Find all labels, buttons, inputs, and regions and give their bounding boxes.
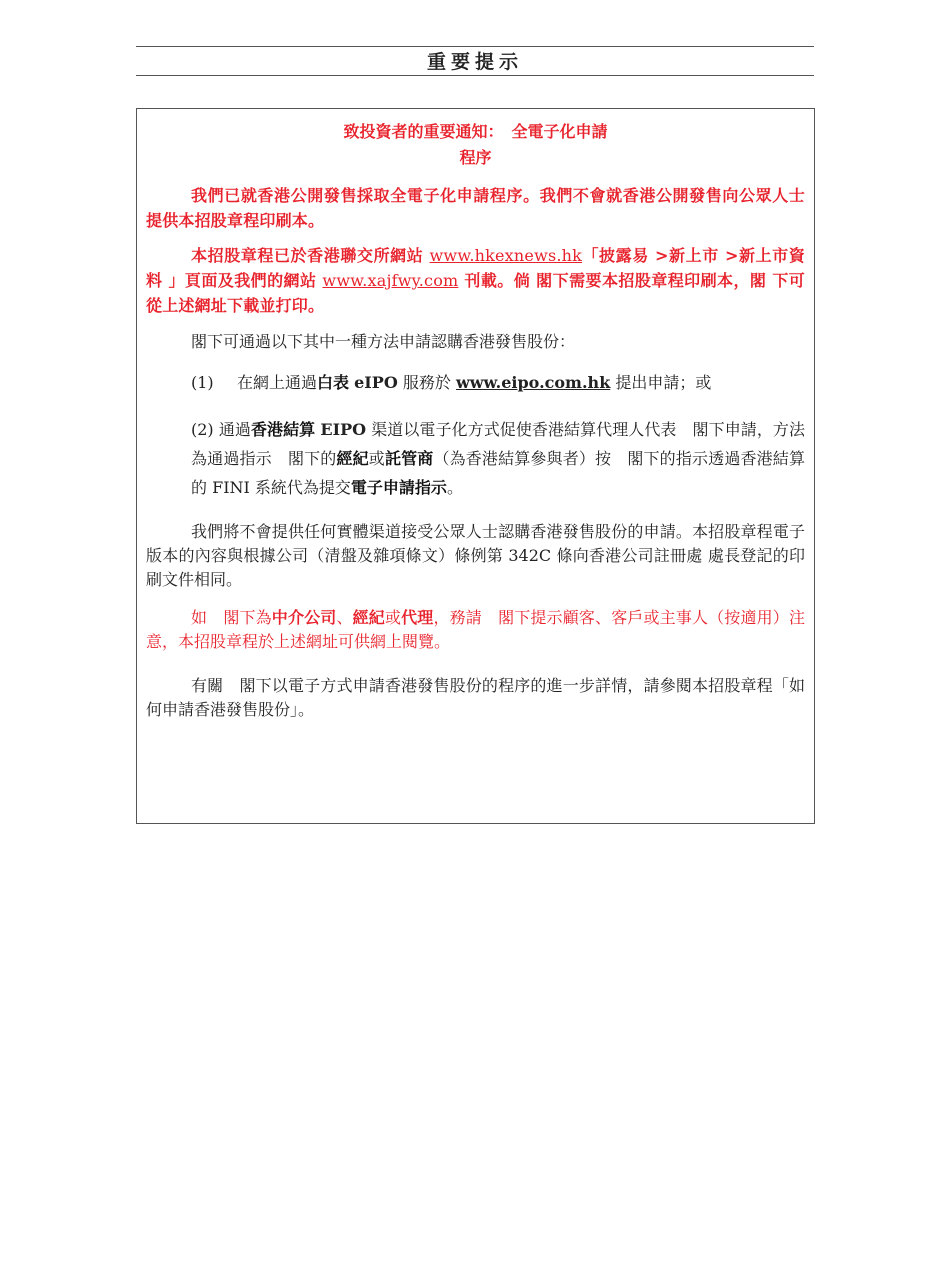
company-website-link[interactable]: www.xajfwy.com (322, 271, 459, 290)
item1-white-form: 白表 (317, 373, 350, 392)
para2-text-b: 「披露易 >新上市 >新上市資 料 」頁面及我們的網站 (146, 246, 805, 290)
para4-intermediary: 中介公司 (271, 608, 337, 627)
item2-hkscc: 香港結算 (250, 420, 316, 439)
page-title: 重要提示 (426, 51, 523, 73)
item1-text-a: 在網上通過 (237, 373, 318, 392)
para4-text-g: ，務請 閣下提示顧客、客戶或主事人（按適用）注意，本招股章程於上述網址可供網上閱覽。 (146, 608, 805, 651)
item1-text-d: 服務於 (402, 373, 456, 392)
item2-eipo: EIPO (320, 420, 367, 439)
para4-text-e: 或 (384, 608, 402, 627)
item2-text-d: 渠道以電子化方式促使香港結算代理人代表 閣下申請，方法為通過指示 閣下的 (191, 420, 805, 468)
notice-paragraph-1: 我們已就香港公開發售採取全電子化申請程序。我們不會就香港公開發售向公眾人士提供本招股章程印刷本。 (146, 186, 805, 230)
page-header (136, 46, 814, 76)
para4-agent: 代理 (401, 608, 434, 627)
para4-text-c: 、 (336, 608, 353, 627)
notice-title-line1: 致投資者的重要通知： 全電子化申請 (343, 122, 608, 141)
hkexnews-link[interactable]: www.hkexnews.hk (429, 246, 583, 265)
para4-broker: 經紀 (352, 608, 385, 627)
notice-paragraph-2 (146, 243, 805, 318)
para2-text-c: 刊載。倘 閣下需要本招股章程印刷本，閣 下可從上述網址下載並打印。 (146, 271, 805, 315)
item2-text-j: 。 (446, 478, 463, 497)
item-number: (2) (191, 420, 214, 439)
method-item-1 (146, 368, 805, 397)
notice-box (136, 108, 815, 824)
item1-eipo: eIPO (354, 373, 398, 392)
notice-paragraph-3: 我們將不會提供任何實體渠道接受公眾人士認購香港發售股份的申請。本招股章程電子版本的內容與根據公司（清盤及雜項條文）條例第 342C 條向香港公司註冊處 處長登記的印刷文件相同。 (146, 522, 805, 589)
notice-title-line2: 程序 (459, 148, 492, 167)
item2-text-f: 或 (368, 449, 385, 468)
para4-text-a: 如 閣下為 (191, 608, 272, 627)
item2-custodian: 託管商 (384, 449, 434, 468)
notice-title (146, 119, 805, 171)
item1-text-e: 提出申請；或 (615, 373, 712, 392)
item2-text-h: （為香港結算參與者）按 閣下的指示透過香港結算的 FINI 系統代為提交 (191, 449, 805, 497)
para2-text-a: 本招股章程已於香港聯交所網站 (191, 246, 424, 265)
method-item-2 (146, 415, 805, 502)
item-number: (1) (191, 373, 214, 392)
eipo-link[interactable]: www.eipo.com.hk (455, 373, 611, 392)
item2-text-a: 通過 (218, 420, 251, 439)
item2-electronic-instructions: 電子申請指示 (350, 478, 447, 497)
methods-intro: 閣下可通過以下其中一種方法申請認購香港發售股份： (191, 332, 576, 351)
item2-broker: 經紀 (336, 449, 369, 468)
notice-paragraph-4 (146, 606, 805, 654)
notice-paragraph-5: 有關 閣下以電子方式申請香港發售股份的程序的進一步詳情，請參閱本招股章程「如何申請香港發售股份」。 (146, 676, 805, 719)
